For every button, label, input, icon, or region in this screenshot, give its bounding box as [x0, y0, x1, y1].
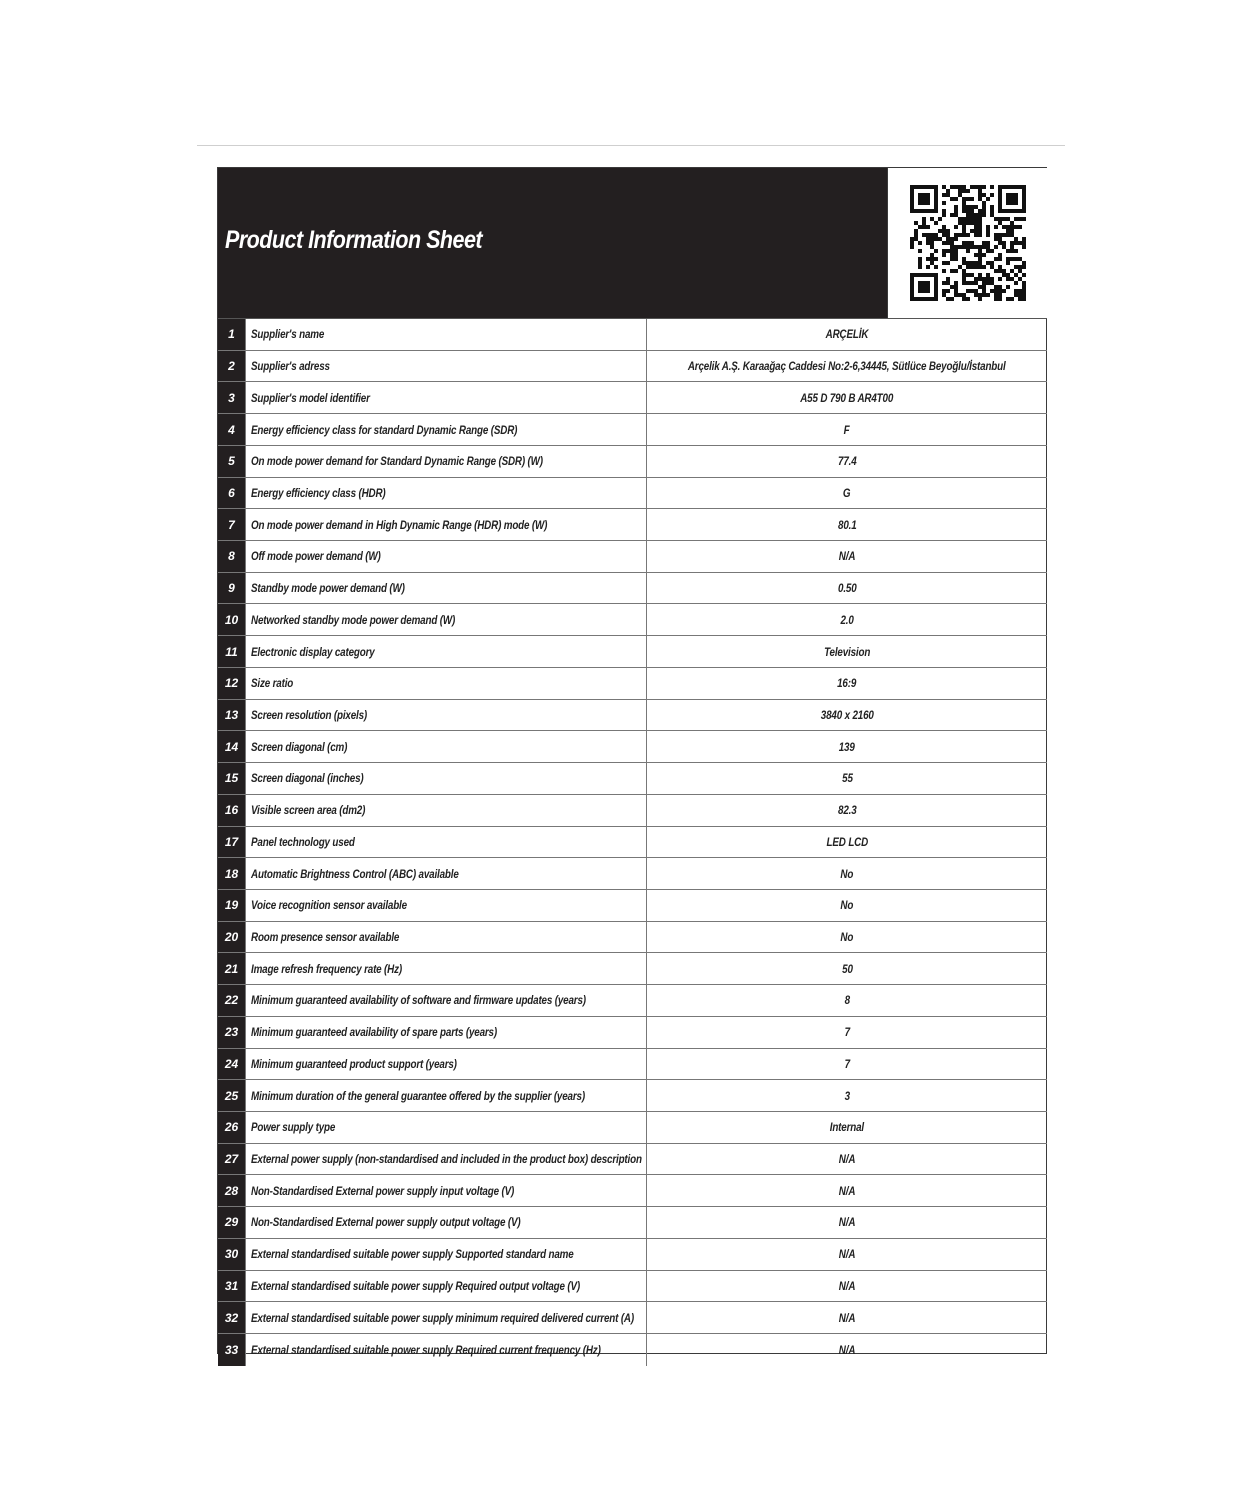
row-label-text: Supplier's name	[251, 327, 325, 342]
row-label	[245, 478, 647, 509]
row-label-text: Screen diagonal (inches)	[251, 771, 364, 786]
row-label	[245, 1302, 647, 1333]
row-value-text: N/A	[838, 1310, 856, 1325]
row-number: 7	[218, 509, 245, 540]
table-row	[218, 858, 1047, 890]
sheet-title: Product Information Sheet	[225, 226, 483, 254]
row-value-text: 50	[841, 961, 853, 976]
row-value-text: N/A	[838, 1342, 856, 1357]
row-value-text: A55 D 790 B AR4T00	[800, 390, 894, 405]
row-label	[245, 1017, 647, 1048]
row-label	[245, 541, 647, 572]
qr-code-icon	[910, 185, 1026, 301]
row-value	[647, 731, 1047, 762]
row-number: 25	[218, 1080, 245, 1111]
row-label-text: External standardised suitable power supply Supported standard name	[251, 1247, 574, 1262]
row-value-text: N/A	[838, 1247, 856, 1262]
row-label-text: Networked standby mode power demand (W)	[251, 612, 456, 627]
row-value	[647, 668, 1047, 699]
row-number: 30	[218, 1239, 245, 1270]
row-label-text: On mode power demand for Standard Dynamic Range (SDR) (W)	[251, 454, 543, 469]
row-number: 18	[218, 858, 245, 889]
table-row	[218, 827, 1047, 859]
row-number: 6	[218, 478, 245, 509]
row-value	[647, 1080, 1047, 1111]
table-row	[218, 731, 1047, 763]
row-value	[647, 636, 1047, 667]
table-row	[218, 1112, 1047, 1144]
row-label-text: Minimum guaranteed availability of software and firmware updates (years)	[251, 993, 586, 1008]
table-row	[218, 1144, 1047, 1176]
row-label	[245, 985, 647, 1016]
row-label-text: Screen diagonal (cm)	[251, 739, 348, 754]
row-value-text: 3840 x 2160	[820, 707, 874, 722]
row-label-text: Electronic display category	[251, 644, 375, 659]
row-number: 8	[218, 541, 245, 572]
row-value	[647, 509, 1047, 540]
table-row	[218, 478, 1047, 510]
row-label-text: Minimum duration of the general guarantee offered by the supplier (years)	[251, 1088, 585, 1103]
table-row	[218, 1017, 1047, 1049]
row-value-text: 7	[844, 1025, 850, 1040]
row-label-text: Panel technology used	[251, 834, 355, 849]
row-value	[647, 795, 1047, 826]
row-label	[245, 922, 647, 953]
row-value	[647, 953, 1047, 984]
row-value-text: 80.1	[837, 517, 857, 532]
row-number: 4	[218, 414, 245, 445]
table-row	[218, 573, 1047, 605]
row-value	[647, 827, 1047, 858]
row-label-text: Energy efficiency class (HDR)	[251, 485, 386, 500]
row-label	[245, 795, 647, 826]
row-value-text: 77.4	[837, 454, 857, 469]
row-value-text: No	[840, 898, 854, 913]
row-value-text: No	[840, 866, 854, 881]
row-value	[647, 985, 1047, 1016]
row-label-text: External power supply (non-standardised and included in the product box) description	[251, 1152, 642, 1167]
row-label	[245, 446, 647, 477]
row-value	[647, 1207, 1047, 1238]
row-number: 24	[218, 1049, 245, 1080]
table-row	[218, 700, 1047, 732]
row-label-text: Size ratio	[251, 676, 294, 691]
row-label-text: Standby mode power demand (W)	[251, 581, 405, 596]
row-value-text: G	[843, 485, 851, 500]
row-value	[647, 573, 1047, 604]
row-number: 3	[218, 382, 245, 413]
row-label	[245, 1175, 647, 1206]
table-row	[218, 1334, 1047, 1366]
row-number: 5	[218, 446, 245, 477]
row-label-text: Supplier's adress	[251, 359, 330, 374]
row-value	[647, 1112, 1047, 1143]
row-label	[245, 414, 647, 445]
row-number: 12	[218, 668, 245, 699]
row-value	[647, 1175, 1047, 1206]
row-number: 16	[218, 795, 245, 826]
table-row	[218, 541, 1047, 573]
row-value-text: 7	[844, 1056, 850, 1071]
row-value	[647, 604, 1047, 635]
row-value	[647, 1302, 1047, 1333]
row-value-text: 139	[839, 739, 855, 754]
row-value-text: N/A	[838, 549, 856, 564]
row-value	[647, 1017, 1047, 1048]
row-value	[647, 478, 1047, 509]
qr-code-panel	[887, 168, 1047, 318]
row-label	[245, 382, 647, 413]
table-row	[218, 636, 1047, 668]
row-label-text: Non-Standardised External power supply output voltage (V)	[251, 1215, 521, 1230]
row-label-text: On mode power demand in High Dynamic Range (HDR) mode (W)	[251, 517, 548, 532]
table-row	[218, 1271, 1047, 1303]
table-row	[218, 1080, 1047, 1112]
row-value	[647, 858, 1047, 889]
row-number: 17	[218, 827, 245, 858]
row-value-text: 8	[844, 993, 850, 1008]
table-row	[218, 763, 1047, 795]
row-value-text: N/A	[838, 1183, 856, 1198]
row-label	[245, 319, 647, 350]
table-row	[218, 1302, 1047, 1334]
row-label	[245, 827, 647, 858]
row-value	[647, 1049, 1047, 1080]
row-label-text: Minimum guaranteed product support (years)	[251, 1056, 457, 1071]
table-row	[218, 446, 1047, 478]
row-label-text: External standardised suitable power supply Required output voltage (V)	[251, 1278, 580, 1293]
row-label-text: External standardised suitable power supply minimum required delivered current (A)	[251, 1310, 634, 1325]
row-label	[245, 1144, 647, 1175]
row-number: 1	[218, 319, 245, 350]
row-label-text: Minimum guaranteed availability of spare parts (years)	[251, 1025, 497, 1040]
row-value-text: Arçelik A.Ş. Karaağaç Caddesi No:2-6,34445, Sütlüce Beyoğlu/İstanbul	[688, 359, 1006, 374]
row-label	[245, 604, 647, 635]
row-label-text: Energy efficiency class for standard Dynamic Range (SDR)	[251, 422, 518, 437]
row-label	[245, 731, 647, 762]
row-value	[647, 1144, 1047, 1175]
row-label	[245, 1112, 647, 1143]
row-label-text: External standardised suitable power supply Required current frequency (Hz)	[251, 1342, 601, 1357]
table-row	[218, 319, 1047, 351]
row-label-text: Automatic Brightness Control (ABC) available	[251, 866, 459, 881]
table-row	[218, 414, 1047, 446]
row-label-text: Visible screen area (dm2)	[251, 803, 366, 818]
top-divider	[197, 145, 1065, 146]
row-label	[245, 890, 647, 921]
row-label	[245, 1334, 647, 1366]
row-value-text: 55	[841, 771, 853, 786]
table-row	[218, 1049, 1047, 1081]
table-row	[218, 1175, 1047, 1207]
table-row	[218, 795, 1047, 827]
row-value-text: 0.50	[837, 581, 857, 596]
row-value	[647, 890, 1047, 921]
row-value	[647, 414, 1047, 445]
row-number: 21	[218, 953, 245, 984]
table-row	[218, 668, 1047, 700]
row-label	[245, 1080, 647, 1111]
table-row	[218, 985, 1047, 1017]
row-label	[245, 858, 647, 889]
row-number: 10	[218, 604, 245, 635]
row-value	[647, 382, 1047, 413]
row-number: 31	[218, 1271, 245, 1302]
row-label-text: Voice recognition sensor available	[251, 898, 407, 913]
row-label	[245, 636, 647, 667]
row-number: 29	[218, 1207, 245, 1238]
row-value	[647, 446, 1047, 477]
table-row	[218, 1239, 1047, 1271]
row-value-text: Internal	[829, 1120, 865, 1135]
row-value	[647, 1239, 1047, 1270]
row-label	[245, 953, 647, 984]
table-row	[218, 953, 1047, 985]
table-row	[218, 1207, 1047, 1239]
row-number: 33	[218, 1334, 245, 1366]
row-label	[245, 351, 647, 382]
row-value	[647, 700, 1047, 731]
row-label-text: Supplier's model identifier	[251, 390, 370, 405]
row-number: 15	[218, 763, 245, 794]
row-number: 23	[218, 1017, 245, 1048]
row-number: 19	[218, 890, 245, 921]
row-value-text: 2.0	[840, 612, 854, 627]
row-number: 11	[218, 636, 245, 667]
row-value	[647, 763, 1047, 794]
row-value	[647, 922, 1047, 953]
table-row	[218, 351, 1047, 383]
spec-table	[218, 318, 1047, 1366]
row-value-text: Television	[823, 644, 871, 659]
row-value-text: ARÇELİK	[825, 327, 869, 342]
row-number: 9	[218, 573, 245, 604]
row-number: 22	[218, 985, 245, 1016]
table-row	[218, 890, 1047, 922]
row-label-text: Power supply type	[251, 1120, 336, 1135]
row-number: 32	[218, 1302, 245, 1333]
table-row	[218, 382, 1047, 414]
row-label-text: Non-Standardised External power supply input voltage (V)	[251, 1183, 515, 1198]
row-label-text: Screen resolution (pixels)	[251, 707, 368, 722]
row-label	[245, 668, 647, 699]
row-value	[647, 319, 1047, 350]
product-information-sheet	[217, 167, 1047, 1357]
row-value	[647, 351, 1047, 382]
row-label	[245, 573, 647, 604]
row-label	[245, 700, 647, 731]
row-value-text: No	[840, 930, 854, 945]
table-row	[218, 509, 1047, 541]
row-number: 20	[218, 922, 245, 953]
row-value-text: F	[844, 422, 850, 437]
row-number: 28	[218, 1175, 245, 1206]
row-value-text: N/A	[838, 1152, 856, 1167]
row-value-text: 3	[844, 1088, 850, 1103]
row-value	[647, 1271, 1047, 1302]
row-label	[245, 1239, 647, 1270]
row-label-text: Off mode power demand (W)	[251, 549, 381, 564]
row-value-text: N/A	[838, 1278, 856, 1293]
row-label	[245, 1271, 647, 1302]
table-row	[218, 922, 1047, 954]
row-value	[647, 541, 1047, 572]
row-label-text: Image refresh frequency rate (Hz)	[251, 961, 402, 976]
row-value-text: 82.3	[837, 803, 857, 818]
row-value	[647, 1334, 1047, 1366]
row-label	[245, 509, 647, 540]
row-number: 26	[218, 1112, 245, 1143]
row-label	[245, 1049, 647, 1080]
row-number: 13	[218, 700, 245, 731]
table-row	[218, 604, 1047, 636]
row-value-text: 16:9	[837, 676, 857, 691]
row-number: 27	[218, 1144, 245, 1175]
row-number: 2	[218, 351, 245, 382]
row-number: 14	[218, 731, 245, 762]
row-value-text: LED LCD	[826, 834, 868, 849]
sheet-header	[218, 168, 887, 318]
row-label-text: Room presence sensor available	[251, 930, 400, 945]
row-value-text: N/A	[838, 1215, 856, 1230]
row-label	[245, 1207, 647, 1238]
row-label	[245, 763, 647, 794]
